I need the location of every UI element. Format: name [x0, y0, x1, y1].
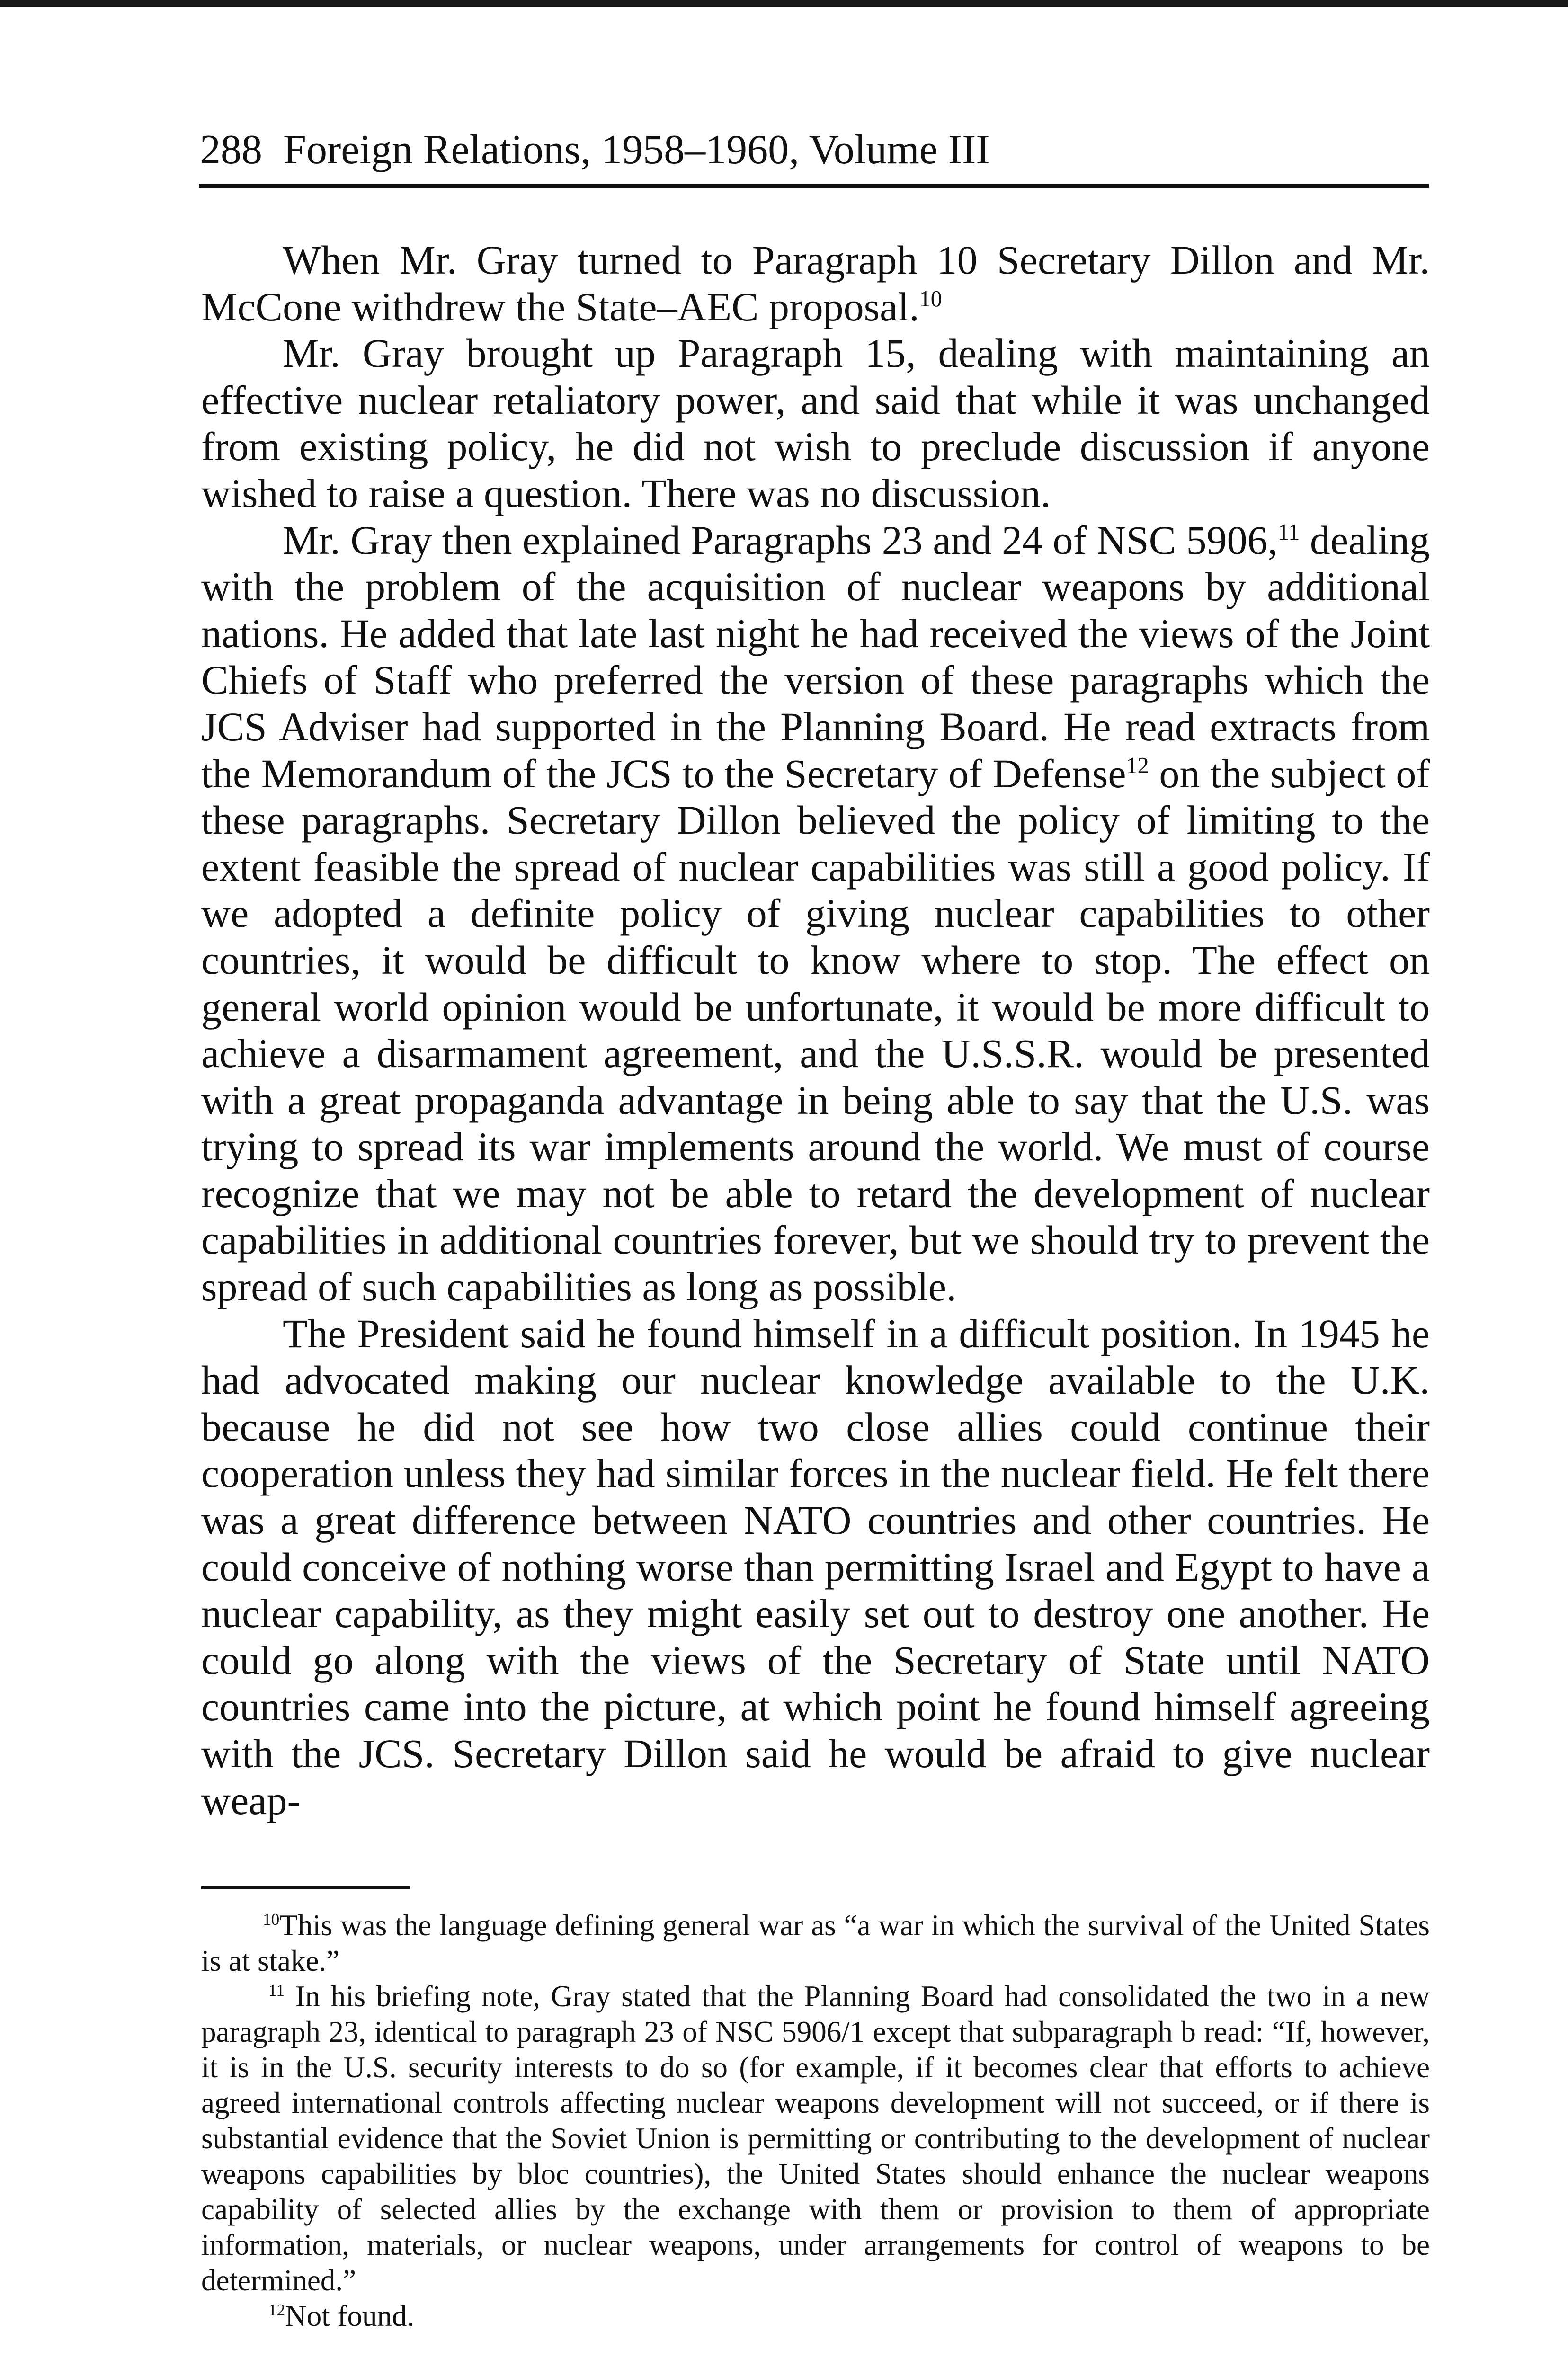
paragraph: Mr. Gray brought up Paragraph 15, dealing with maintaining an effective nuclear retaliatory power, and said that while it was unchanged from existing policy, he did not wish to preclude discussion if anyone wished to raise a question. There was no discussion. [201, 330, 1430, 516]
footnote-11: $^{11}$ In his briefing note, Gray stated that the Planning Board had consolidated the two in a new paragraph 23, identical to paragraph 23 of NSC 5906/1 except that subparagraph b read: “If, however, it is in the U.S. security interests to do so (for example, if it becomes clear that efforts to achieve agreed international controls affecting nuclear weapons development will not succeed, or if there is substantial evidence that the Soviet Union is permitting or contributing to the development of nuclear weapons capabilities by bloc countries), the United States should enhance the nuclear weapons capability of selected allies by the exchange with them or provision to them of appropriate information, materials, or nuclear weapons, under arrangements for control of weapons to be determined.” [201, 1980, 1430, 2297]
footnote-ref-11[interactable]: 11 [1277, 519, 1300, 545]
paragraph: The President said he found himself in a difficult position. In 1945 he had advocated making our nuclear knowledge available to the U.K. because he did not see how two close allies could continue their cooperation unless they had similar forces in the nuclear field. He felt there was a great difference between NATO countries and other countries. He could conceive of nothing worse than permitting Israel and Egypt to have a nuclear capability, as they might easily set out to destroy one another. He could go along with the views of the Secretary of State until NATO countries came into the picture, at which point he found himself agreeing with the JCS. Secretary Dillon said he would be afraid to give nuclear weap- [201, 1310, 1430, 1823]
footnotes [201, 1908, 1430, 2334]
header-rule [199, 184, 1429, 188]
paragraph: Mr. Gray then explained Paragraphs 23 and 24 of NSC 5906,11 dealing with the problem of the acquisition of nuclear weapons by additional nations. He added that late last night he had received the views of the Joint Chiefs of Staff who preferred the version of these paragraphs which the JCS Adviser had supported in the Planning Board. He read extracts from the Memorandum of the JCS to the Secretary of Defense$^{12}$ on the subject of these paragraphs. Secretary Dillon believed the policy of limiting to the extent feasible the spread of nuclear capabilities was still a good policy. If we adopted a definite policy of giving nuclear capabilities to other countries, it would be difficult to know where to stop. The effect on general world opinion would be unfortunate, it would be more difficult to achieve a disarmament agreement, and the U.S.S.R. would be presented with a great propaganda advantage in being able to say that the U.S. was trying to spread its war implements around the world. We must of course recognize that we may not be able to retard the development of nuclear capabilities in additional countries forever, but we should try to prevent the spread of such capabilities as long as possible. [201, 517, 1430, 1310]
footnote-ref-12[interactable]: 12 [1126, 753, 1149, 778]
footnote-rule [201, 1886, 410, 1889]
footnote-ref-10[interactable]: 10 [919, 286, 942, 311]
running-header [200, 124, 1429, 176]
volume-title: Foreign Relations, 1958–1960, Volume III [283, 127, 990, 173]
footnote-12: $^{12}$Not found. [268, 2299, 415, 2332]
paragraph: When Mr. Gray turned to Paragraph 10 Secretary Dillon and Mr. McCone withdrew the State–AEC proposal.$^{10}$ [201, 237, 1430, 329]
footnote-10: $^{10}$This was the language defining general war as “a war in which the survival of the United States is at stake.” [201, 1909, 1430, 1977]
scan-top-edge [0, 0, 1568, 7]
footnote-marker: 12 [268, 2301, 285, 2320]
body-text [201, 237, 1430, 1824]
page-number: 288 [200, 127, 262, 173]
footnote-marker: 11 [268, 1981, 285, 2000]
footnote-marker: 10 [263, 1910, 280, 1929]
